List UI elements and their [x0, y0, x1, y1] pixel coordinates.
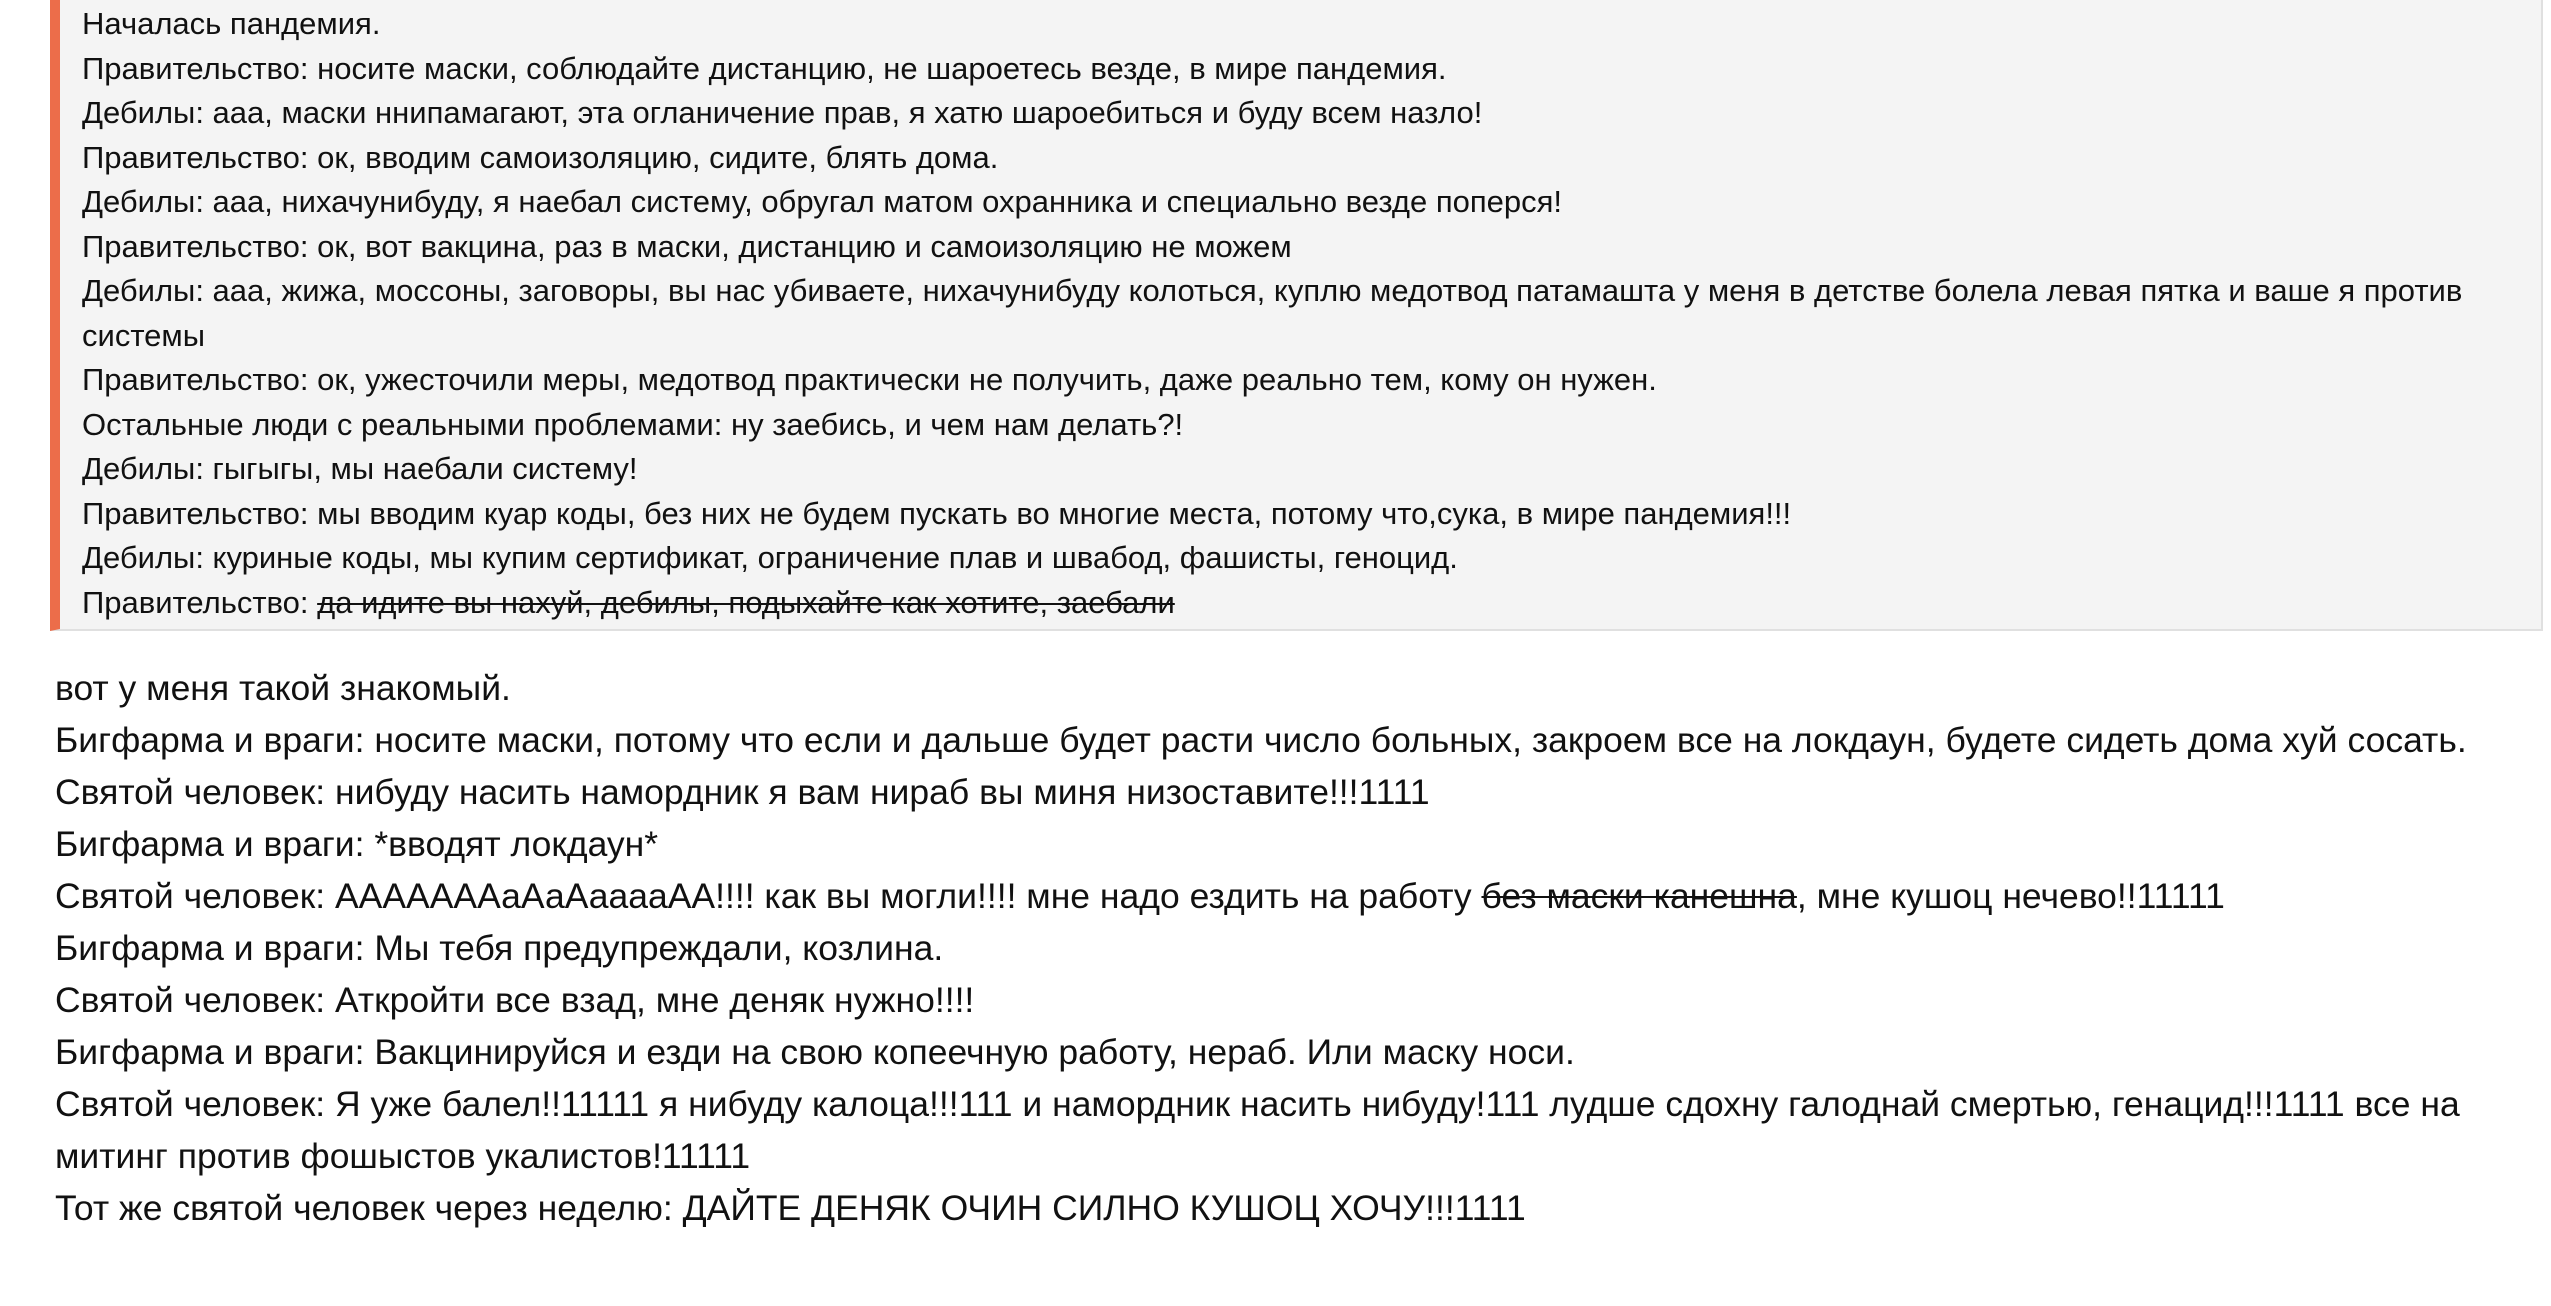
- quote-line: Правительство: ок, ужесточили меры, медотвод практически не получить, даже реально тем, кому он нужен.: [82, 362, 1657, 397]
- post-line: вот у меня такой знакомый.: [55, 668, 511, 708]
- blockquote: [50, 0, 2543, 631]
- post-struck-text: без маски канешна: [1481, 876, 1797, 916]
- post-line: Бигфарма и враги: *вводят локдаун*: [55, 824, 659, 864]
- post-strike-line: [55, 870, 2495, 922]
- post-strike-after: , мне кушоц нечево!!11111: [1796, 876, 2225, 916]
- quote-last-prefix: Правительство:: [82, 584, 318, 620]
- post-body: [55, 662, 2495, 1234]
- post-line: Бигфарма и враги: носите маски, потому что если и дальше будет расти число больных, закроем все на локдаун, будете сидеть дома хуй сосать.: [55, 720, 2467, 760]
- quote-line: Дебилы: ааа, маски ннипамагают, эта огланичение прав, я хатю шароебиться и буду всем назло!: [82, 95, 1483, 130]
- post-strike-before: Святой человек: АААААААаАаАааааАА!!!! как вы могли!!!! мне надо ездить на работу: [55, 876, 1482, 916]
- quote-line: Дебилы: ааа, нихачунибуду, я наебал систему, обругал матом охранника и специально везде поперся!: [82, 184, 1563, 219]
- quote-line: Правительство: ок, вот вакцина, раз в маски, дистанцию и самоизоляцию не можем: [82, 228, 1292, 264]
- post-line: Бигфарма и враги: Вакцинируйся и езди на свою копеечную работу, нераб. Или маску носи.: [55, 1032, 1575, 1072]
- post-line: Тот же святой человек через неделю: ДАЙТЕ ДЕНЯК ОЧИН СИЛНО КУШОЦ ХОЧУ!!!1111: [55, 1188, 1526, 1228]
- post-line: Святой человек: Аткройти все взад, мне деняк нужно!!!!: [55, 980, 975, 1020]
- quote-struck-text: да идите вы нахуй, дебилы, подыхайте как хотите, заебали: [317, 584, 1175, 620]
- quote-line: Дебилы: куриные коды, мы купим сертификат, ограничение плав и швабод, фашисты, геноцид.: [82, 540, 1458, 575]
- quote-line: Правительство: ок, вводим самоизоляцию, сидите, блять дома.: [82, 139, 999, 175]
- quote-line: Остальные люди с реальными проблемами: ну заебись, и чем нам делать?!: [82, 406, 1184, 442]
- quote-line: Правительство: носите маски, соблюдайте дистанцию, не шароетесь везде, в мире пандемия.: [82, 50, 1447, 86]
- quote-line: Началась пандемия.: [82, 6, 381, 41]
- quote-line: Правительство: мы вводим куар коды, без них не будем пускать во многие места, потому что,сука, в мире пандемия!!!: [82, 495, 1792, 531]
- quote-line: Дебилы: гыгыгы, мы наебали систему!: [82, 451, 638, 486]
- post-line: Бигфарма и враги: Мы тебя предупреждали, козлина.: [55, 928, 944, 968]
- quote-last-line: [82, 581, 2521, 626]
- post-line: Святой человек: Я уже балел!!11111 я нибуду калоца!!!111 и намордник насить нибуду!111 лудше сдохну галоднай смертью, генацид!!!1111 все на митинг против фошыстов укалистов!11111: [55, 1084, 2460, 1176]
- post-line: Святой человек: нибуду насить намордник я вам нираб вы миня низоставите!!!1111: [55, 772, 1430, 812]
- quote-line: Дебилы: ааа, жижа, моссоны, заговоры, вы нас убиваете, нихачунибуду колоться, куплю медотвод патамашта у меня в детстве болела левая пятка и ваше я против системы: [82, 273, 2463, 353]
